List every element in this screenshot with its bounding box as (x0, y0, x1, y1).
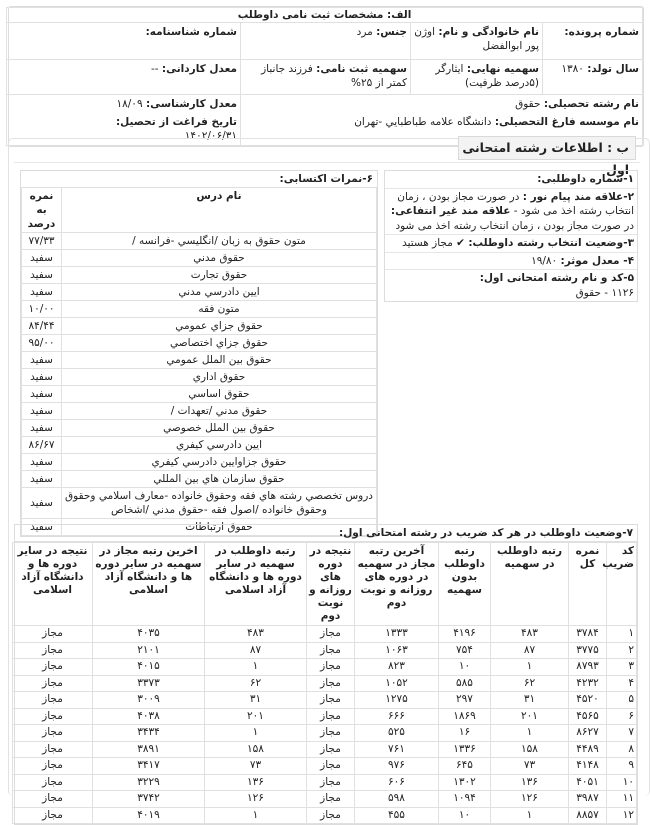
interest-row: ۲-علاقه مند پیام نور : در صورت مجاز بودن ، زمان انتخاب رشته اخذ می شود - علاقه مند غیر انتفاعی: در صورت مجاز بودن ، زمان انتخاب رشته اخذ می شود (385, 189, 637, 236)
status-cell: ۸ (607, 741, 637, 758)
course-name: حقوق جزاي عمومي (62, 318, 377, 335)
status-cell: ۳۷۷۵ (569, 642, 607, 659)
status-cell: ۶۲ (205, 675, 307, 692)
gender-cell: جنس: مرد (241, 23, 411, 60)
status-cell: ۴۵۲۰ (569, 692, 607, 709)
course-name: حقوق بين الملل عمومي (62, 352, 377, 369)
status-cell: ۳۲۲۹ (93, 774, 205, 791)
status-cell: ۱۳۳۳ (355, 626, 439, 643)
status-cell: ۳۸۹۱ (93, 741, 205, 758)
status-cell: مجاز (13, 741, 93, 758)
status-cell: ۴۸۳ (491, 626, 569, 643)
course-score: سفید (22, 250, 62, 267)
status-col-header: رتبه داوطلب بدون سهمیه (439, 543, 491, 626)
field-cell: نام رشته تحصیلی: حقوق (241, 95, 643, 114)
status-cell: ۷ (607, 725, 637, 742)
status-col-header: نمره کل (569, 543, 607, 626)
course-score: ۸۴/۴۴ (22, 318, 62, 335)
status-cell: ۴۴۸۹ (569, 741, 607, 758)
status-cell: مجاز (307, 675, 355, 692)
status-cell: ۱۰ (607, 774, 637, 791)
status-cell: ۴ (607, 675, 637, 692)
status-row (13, 807, 637, 824)
status-cell: مجاز (307, 708, 355, 725)
grade-row (22, 437, 377, 454)
course-name: حقوق جزاوايين دادرسي كيفري (62, 454, 377, 471)
selection-status-row: ۳-وضعیت انتخاب رشته داوطلب: ✔ مجاز هستید (385, 235, 637, 253)
status-row (13, 741, 637, 758)
status-cell: مجاز (13, 807, 93, 824)
course-score: سفید (22, 420, 62, 437)
status-cell: ۳۴۱۷ (93, 758, 205, 775)
status-cell: ۸۸۵۷ (569, 807, 607, 824)
course-name: حقوق اداري (62, 369, 377, 386)
status-row (13, 642, 637, 659)
status-cell: ۱۶ (439, 725, 491, 742)
status-cell: ۶۶۶ (355, 708, 439, 725)
status-cell: ۱ (491, 659, 569, 676)
status-cell: مجاز (13, 774, 93, 791)
bachelor-gpa-cell: معدل کارشناسی: ۱۸/۰۹ (7, 95, 241, 114)
status-cell: ۵۲۵ (355, 725, 439, 742)
status-cell: مجاز (307, 692, 355, 709)
status-table (12, 542, 637, 824)
grade-row (22, 488, 377, 519)
section-divider (14, 162, 640, 163)
col-score: نمره به درصد (22, 188, 62, 233)
file-number-cell: شماره پرونده: (543, 23, 643, 60)
status-cell: ۱۳۰۲ (439, 774, 491, 791)
status-cell: ۱۰ (439, 807, 491, 824)
col-course: نام درس (62, 188, 377, 233)
status-cell: ۱ (205, 659, 307, 676)
applicant-info-box (384, 170, 638, 302)
status-row (13, 791, 637, 808)
grade-row (22, 233, 377, 250)
status-cell: ۴۰۱۵ (93, 659, 205, 676)
status-cell: ۱۲۶ (491, 791, 569, 808)
grades-title: ۶-نمرات اکتسابی: (279, 173, 373, 185)
status-cell: ۲۹۷ (439, 692, 491, 709)
status-cell: مجاز (13, 758, 93, 775)
institution-cell: نام موسسه فارغ التحصیلی: دانشگاه علامه طباطبايي -تهران (241, 113, 643, 146)
status-cell: مجاز (307, 758, 355, 775)
course-score: ۸۶/۶۷ (22, 437, 62, 454)
status-cell: مجاز (13, 692, 93, 709)
status-col-header: اخرین رتبه مجاز در سهمیه در سایر دوره ها و دانشگاه آزاد اسلامی (93, 543, 205, 626)
status-cell: ۱۵۸ (205, 741, 307, 758)
status-row (13, 659, 637, 676)
status-cell: مجاز (307, 659, 355, 676)
course-name: دروس تخصصي رشته هاي فقه وحقوق خانواده -معارف اسلامي وحقوق وحقوق خانواده /اصول فقه -حقوق مدني /اشخاص (62, 488, 377, 519)
exam-code-row: ۵-کد و نام رشته امتحانی اول: ۱۱۲۶ - حقوق (479, 272, 634, 299)
status-cell: ۲۰۱ (491, 708, 569, 725)
status-col-header: نتیجه در دوره های روزانه و نوبت دوم (307, 543, 355, 626)
status-cell: ۱۸۶۹ (439, 708, 491, 725)
status-cell: ۴۵۵ (355, 807, 439, 824)
status-col-header: آخرین رتبه مجاز در سهمیه در دوره های روزانه و نوبت دوم (355, 543, 439, 626)
section-b-title: ب : اطلاعات رشته امتحانی اول (458, 136, 636, 160)
status-cell: ۳۹۸۷ (569, 791, 607, 808)
status-cell: ۶۲ (491, 675, 569, 692)
course-score: سفید (22, 454, 62, 471)
status-cell: ۴۲۳۲ (569, 675, 607, 692)
section-a-title: الف: مشخصات ثبت نامی داوطلب (7, 8, 643, 23)
status-cell: ۳ (607, 659, 637, 676)
course-name: متون حقوق به زبان /انگليسي -فرانسه / (62, 233, 377, 250)
status-cell: مجاز (13, 708, 93, 725)
course-name: حقوق ارتباطات (62, 519, 377, 536)
status-cell: مجاز (13, 725, 93, 742)
grade-row (22, 454, 377, 471)
status-row (13, 675, 637, 692)
status-cell: ۴۵۶۵ (569, 708, 607, 725)
status-cell: ۱۳۶ (491, 774, 569, 791)
status-cell: ۶۴۵ (439, 758, 491, 775)
course-name: حقوق مدني /تعهدات / (62, 403, 377, 420)
status-row (13, 626, 637, 643)
status-cell: ۱ (205, 725, 307, 742)
status-cell: مجاز (307, 642, 355, 659)
status-cell: ۹ (607, 758, 637, 775)
course-name: حقوق تجارت (62, 267, 377, 284)
grade-row (22, 335, 377, 352)
status-cell: ۱۲ (607, 807, 637, 824)
status-cell: ۶۰۶ (355, 774, 439, 791)
status-cell: ۴۰۳۵ (93, 626, 205, 643)
status-cell: ۴۰۵۱ (569, 774, 607, 791)
status-cell: ۱ (607, 626, 637, 643)
status-col-header: کد ضریب (607, 543, 637, 626)
status-cell: ۷۶۱ (355, 741, 439, 758)
status-cell: ۳۷۴۲ (93, 791, 205, 808)
grade-row (22, 471, 377, 488)
grade-row (22, 386, 377, 403)
course-score: سفید (22, 471, 62, 488)
applicant-number-row: ۱-شماره داوطلبی: (385, 171, 637, 189)
associate-gpa-cell: معدل کاردانی: -- (7, 60, 241, 95)
status-cell: ۸۶۲۷ (569, 725, 607, 742)
id-number-cell: شماره شناسنامه: (7, 23, 241, 60)
status-cell: ۷۳ (491, 758, 569, 775)
status-cell: ۷۵۴ (439, 642, 491, 659)
course-score: سفید (22, 386, 62, 403)
grades-box (20, 170, 378, 537)
status-cell: ۱۰ (439, 659, 491, 676)
status-cell: ۸۲۳ (355, 659, 439, 676)
course-name: متون فقه (62, 301, 377, 318)
course-name: حقوق بين الملل خصوصي (62, 420, 377, 437)
status-cell: ۱۱ (607, 791, 637, 808)
registration-details-table (6, 7, 643, 146)
course-name: حقوق سازمان هاي بين المللي (62, 471, 377, 488)
birth-year-cell: سال تولد: ۱۳۸۰ (543, 60, 643, 95)
status-cell: مجاز (13, 675, 93, 692)
status-cell: ۳۰۰۹ (93, 692, 205, 709)
status-cell: ۴۱۴۸ (569, 758, 607, 775)
status-col-header: نتیجه در سایر دوره ها و دانشگاه آزاد اسلامی (13, 543, 93, 626)
status-cell: مجاز (13, 642, 93, 659)
grade-row (22, 267, 377, 284)
status-cell: ۹۷۶ (355, 758, 439, 775)
status-col-header: رتبه داوطلب در سهمیه (491, 543, 569, 626)
course-name: حقوق جزاي اختصاصي (62, 335, 377, 352)
course-score: سفید (22, 284, 62, 301)
status-box (14, 524, 638, 825)
status-cell: ۱۲۷۵ (355, 692, 439, 709)
status-cell: ۳۱ (491, 692, 569, 709)
course-score: سفید (22, 267, 62, 284)
course-name: حقوق اساسي (62, 386, 377, 403)
course-score: ۹۵/۰۰ (22, 335, 62, 352)
status-cell: ۱ (205, 807, 307, 824)
graduation-date-cell: تاریخ فراغت از تحصیل: ۱۴۰۲/۰۶/۳۱ (7, 113, 241, 146)
status-cell: مجاز (307, 725, 355, 742)
status-cell: ۵ (607, 692, 637, 709)
grade-row (22, 352, 377, 369)
status-cell: ۷۳ (205, 758, 307, 775)
status-cell: ۱۰۶۳ (355, 642, 439, 659)
course-name: حقوق مدني (62, 250, 377, 267)
status-title: ۷-وضعیت داوطلب در هر کد ضریب در رشته امتحانی اول: (15, 525, 637, 542)
status-cell: ۸۷ (205, 642, 307, 659)
status-cell: ۱۵۸ (491, 741, 569, 758)
grade-row (22, 318, 377, 335)
registration-details-section (8, 6, 644, 147)
status-col-header: رتبه داوطلب در سهمیه در سایر دوره ها و دانشگاه آزاد اسلامی (205, 543, 307, 626)
status-cell: مجاز (307, 807, 355, 824)
status-row (13, 758, 637, 775)
status-row (13, 725, 637, 742)
status-cell: ۱۰۹۴ (439, 791, 491, 808)
grade-row (22, 369, 377, 386)
status-cell: مجاز (13, 659, 93, 676)
status-cell: مجاز (307, 741, 355, 758)
status-cell: مجاز (13, 791, 93, 808)
status-cell: ۲۱۰۱ (93, 642, 205, 659)
status-cell: مجاز (13, 626, 93, 643)
grade-row (22, 420, 377, 437)
status-cell: ۴۰۳۸ (93, 708, 205, 725)
status-cell: ۱۳۳۶ (439, 741, 491, 758)
status-cell: ۲۰۱ (205, 708, 307, 725)
status-row (13, 774, 637, 791)
name-cell: نام خانوادگی و نام: اوژن پور ابوالفضل (411, 23, 543, 60)
course-score: سفید (22, 488, 62, 519)
course-name: ايين دادرسي مدني (62, 284, 377, 301)
grade-row (22, 403, 377, 420)
grade-row (22, 284, 377, 301)
status-cell: ۳۳۷۳ (93, 675, 205, 692)
status-cell: ۱ (491, 725, 569, 742)
course-score: سفید (22, 352, 62, 369)
status-cell: ۳۱ (205, 692, 307, 709)
status-cell: ۴۱۹۶ (439, 626, 491, 643)
status-cell: ۳۷۸۴ (569, 626, 607, 643)
status-cell: ۳۴۳۴ (93, 725, 205, 742)
status-cell: ۴۰۱۹ (93, 807, 205, 824)
status-cell: ۴۸۳ (205, 626, 307, 643)
grade-row (22, 250, 377, 267)
course-score: سفید (22, 403, 62, 420)
status-cell: مجاز (307, 626, 355, 643)
registration-quota-cell: سهمیه ثبت نامی: فرزند جانباز کمتر از ۲۵% (241, 60, 411, 95)
status-cell: مجاز (307, 791, 355, 808)
status-cell: ۱۰۵۲ (355, 675, 439, 692)
course-score: سفید (22, 519, 62, 536)
effective-gpa-row: ۴- معدل موثر: ۱۹/۸۰ (385, 253, 637, 271)
grade-row (22, 301, 377, 318)
status-cell: ۸۷ (491, 642, 569, 659)
status-cell: ۲ (607, 642, 637, 659)
status-cell: ۶ (607, 708, 637, 725)
status-cell: ۵۹۸ (355, 791, 439, 808)
status-cell: ۵۸۵ (439, 675, 491, 692)
status-cell: ۱۳۶ (205, 774, 307, 791)
course-score: ۷۷/۳۳ (22, 233, 62, 250)
status-row (13, 692, 637, 709)
course-score: سفید (22, 369, 62, 386)
final-quota-cell: سهمیه نهایی: ایثارگر (۵درصد ظرفیت) (411, 60, 543, 95)
status-cell: ۱ (491, 807, 569, 824)
status-row (13, 708, 637, 725)
course-score: ۱۰/۰۰ (22, 301, 62, 318)
status-cell: ۱۲۶ (205, 791, 307, 808)
check-icon: ✔ (456, 237, 465, 249)
course-name: ايين دادرسي كيفري (62, 437, 377, 454)
status-cell: مجاز (307, 774, 355, 791)
status-cell: ۸۷۹۳ (569, 659, 607, 676)
grades-table (21, 187, 377, 536)
